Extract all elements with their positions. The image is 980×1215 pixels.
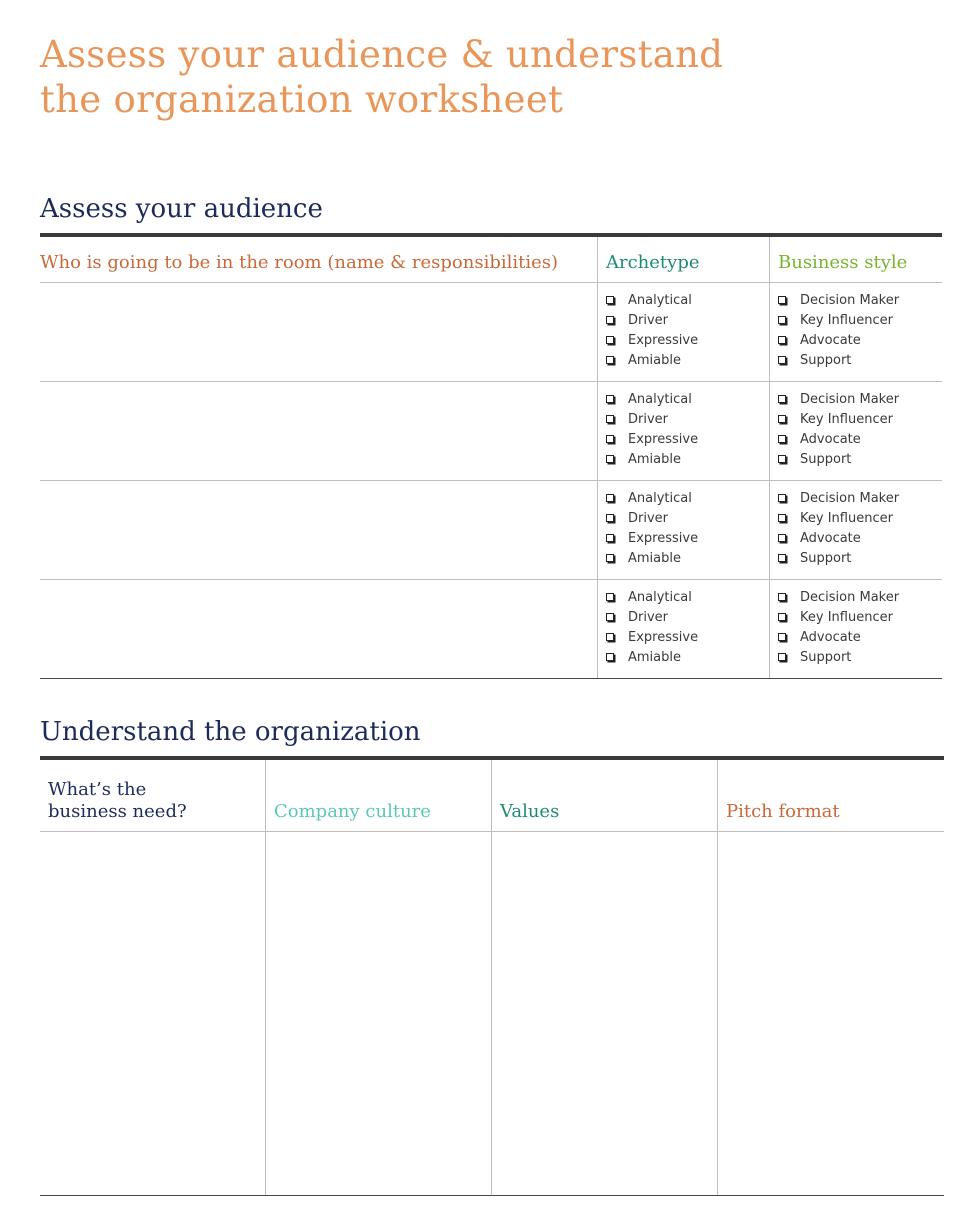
checkbox-icon[interactable] [778, 316, 786, 324]
checkbox-icon[interactable] [606, 554, 614, 562]
understand-organization-top-rule [40, 756, 944, 760]
checkbox-option[interactable]: Decision Maker [778, 291, 899, 311]
checkbox-option[interactable]: Advocate [778, 628, 899, 648]
checkbox-option[interactable]: Support [778, 351, 899, 371]
who-in-room-column-header: Who is going to be in the room (name & responsibilities) [40, 252, 559, 273]
archetype-options [606, 489, 698, 569]
checkbox-option[interactable]: Key Influencer [778, 410, 899, 430]
organization-bottom-rule [40, 1195, 944, 1196]
pitch-format-column-header: Pitch format [726, 801, 840, 822]
business-need-column-header: What’s the business need? [48, 779, 187, 822]
checkbox-icon[interactable] [606, 316, 614, 324]
checkbox-icon[interactable] [778, 336, 786, 344]
worksheet-title-line-2: the organization worksheet [40, 78, 564, 121]
checkbox-icon[interactable] [606, 613, 614, 621]
business-style-options [778, 390, 899, 470]
checkbox-option[interactable]: Key Influencer [778, 311, 899, 331]
who-in-room-entry-field[interactable] [40, 382, 596, 479]
checkbox-icon[interactable] [778, 514, 786, 522]
checkbox-option[interactable]: Decision Maker [778, 489, 899, 509]
values-entry-field[interactable] [492, 832, 717, 1195]
checkbox-option[interactable]: Support [778, 549, 899, 569]
checkbox-option[interactable]: Driver [606, 311, 698, 331]
checkbox-option[interactable]: Expressive [606, 628, 698, 648]
business-style-options [778, 291, 899, 371]
checkbox-icon[interactable] [606, 633, 614, 641]
checkbox-option[interactable]: Decision Maker [778, 588, 899, 608]
audience-divider-2 [769, 237, 770, 678]
checkbox-icon[interactable] [778, 415, 786, 423]
worksheet-title [40, 32, 723, 122]
checkbox-icon[interactable] [778, 296, 786, 304]
checkbox-icon[interactable] [778, 613, 786, 621]
business-style-column-header: Business style [778, 252, 908, 273]
checkbox-icon[interactable] [778, 633, 786, 641]
checkbox-icon[interactable] [606, 494, 614, 502]
checkbox-icon[interactable] [606, 514, 614, 522]
values-column-header: Values [500, 801, 560, 822]
checkbox-option[interactable]: Driver [606, 410, 698, 430]
checkbox-option[interactable]: Analytical [606, 390, 698, 410]
business-style-options [778, 588, 899, 668]
checkbox-option[interactable]: Expressive [606, 529, 698, 549]
checkbox-icon[interactable] [606, 435, 614, 443]
checkbox-icon[interactable] [606, 395, 614, 403]
checkbox-icon[interactable] [606, 336, 614, 344]
who-in-room-entry-field[interactable] [40, 283, 596, 380]
checkbox-option[interactable]: Expressive [606, 331, 698, 351]
checkbox-option[interactable]: Support [778, 648, 899, 668]
archetype-column-header: Archetype [606, 252, 700, 273]
checkbox-option[interactable]: Amiable [606, 351, 698, 371]
assess-audience-heading: Assess your audience [40, 194, 323, 224]
checkbox-option[interactable]: Advocate [778, 529, 899, 549]
pitch-format-entry-field[interactable] [718, 832, 944, 1195]
checkbox-option[interactable]: Advocate [778, 331, 899, 351]
checkbox-icon[interactable] [606, 415, 614, 423]
checkbox-icon[interactable] [606, 455, 614, 463]
who-in-room-entry-field[interactable] [40, 580, 596, 677]
archetype-options [606, 390, 698, 470]
checkbox-option[interactable]: Key Influencer [778, 608, 899, 628]
audience-bottom-rule [40, 678, 942, 679]
checkbox-icon[interactable] [606, 593, 614, 601]
checkbox-icon[interactable] [606, 296, 614, 304]
checkbox-icon[interactable] [778, 435, 786, 443]
checkbox-option[interactable]: Advocate [778, 430, 899, 450]
checkbox-option[interactable]: Driver [606, 608, 698, 628]
checkbox-icon[interactable] [778, 534, 786, 542]
checkbox-option[interactable]: Key Influencer [778, 509, 899, 529]
business-style-options [778, 489, 899, 569]
who-in-room-entry-field[interactable] [40, 481, 596, 578]
checkbox-option[interactable]: Amiable [606, 648, 698, 668]
checkbox-icon[interactable] [778, 653, 786, 661]
checkbox-icon[interactable] [606, 653, 614, 661]
company-culture-column-header: Company culture [274, 801, 431, 822]
business-need-entry-field[interactable] [40, 832, 265, 1195]
checkbox-icon[interactable] [778, 455, 786, 463]
checkbox-option[interactable]: Analytical [606, 489, 698, 509]
checkbox-option[interactable]: Support [778, 450, 899, 470]
archetype-options [606, 291, 698, 371]
checkbox-option[interactable]: Driver [606, 509, 698, 529]
understand-organization-heading: Understand the organization [40, 717, 421, 747]
checkbox-icon[interactable] [778, 554, 786, 562]
archetype-options [606, 588, 698, 668]
checkbox-option[interactable]: Expressive [606, 430, 698, 450]
checkbox-option[interactable]: Analytical [606, 291, 698, 311]
checkbox-option[interactable]: Decision Maker [778, 390, 899, 410]
checkbox-option[interactable]: Analytical [606, 588, 698, 608]
checkbox-option[interactable]: Amiable [606, 450, 698, 470]
checkbox-icon[interactable] [778, 593, 786, 601]
checkbox-icon[interactable] [778, 494, 786, 502]
checkbox-icon[interactable] [606, 356, 614, 364]
worksheet-title-line-1: Assess your audience & understand [40, 33, 724, 76]
checkbox-icon[interactable] [778, 356, 786, 364]
company-culture-entry-field[interactable] [266, 832, 491, 1195]
audience-divider-1 [597, 237, 598, 678]
checkbox-option[interactable]: Amiable [606, 549, 698, 569]
assess-audience-top-rule [40, 233, 942, 237]
checkbox-icon[interactable] [606, 534, 614, 542]
checkbox-icon[interactable] [778, 395, 786, 403]
